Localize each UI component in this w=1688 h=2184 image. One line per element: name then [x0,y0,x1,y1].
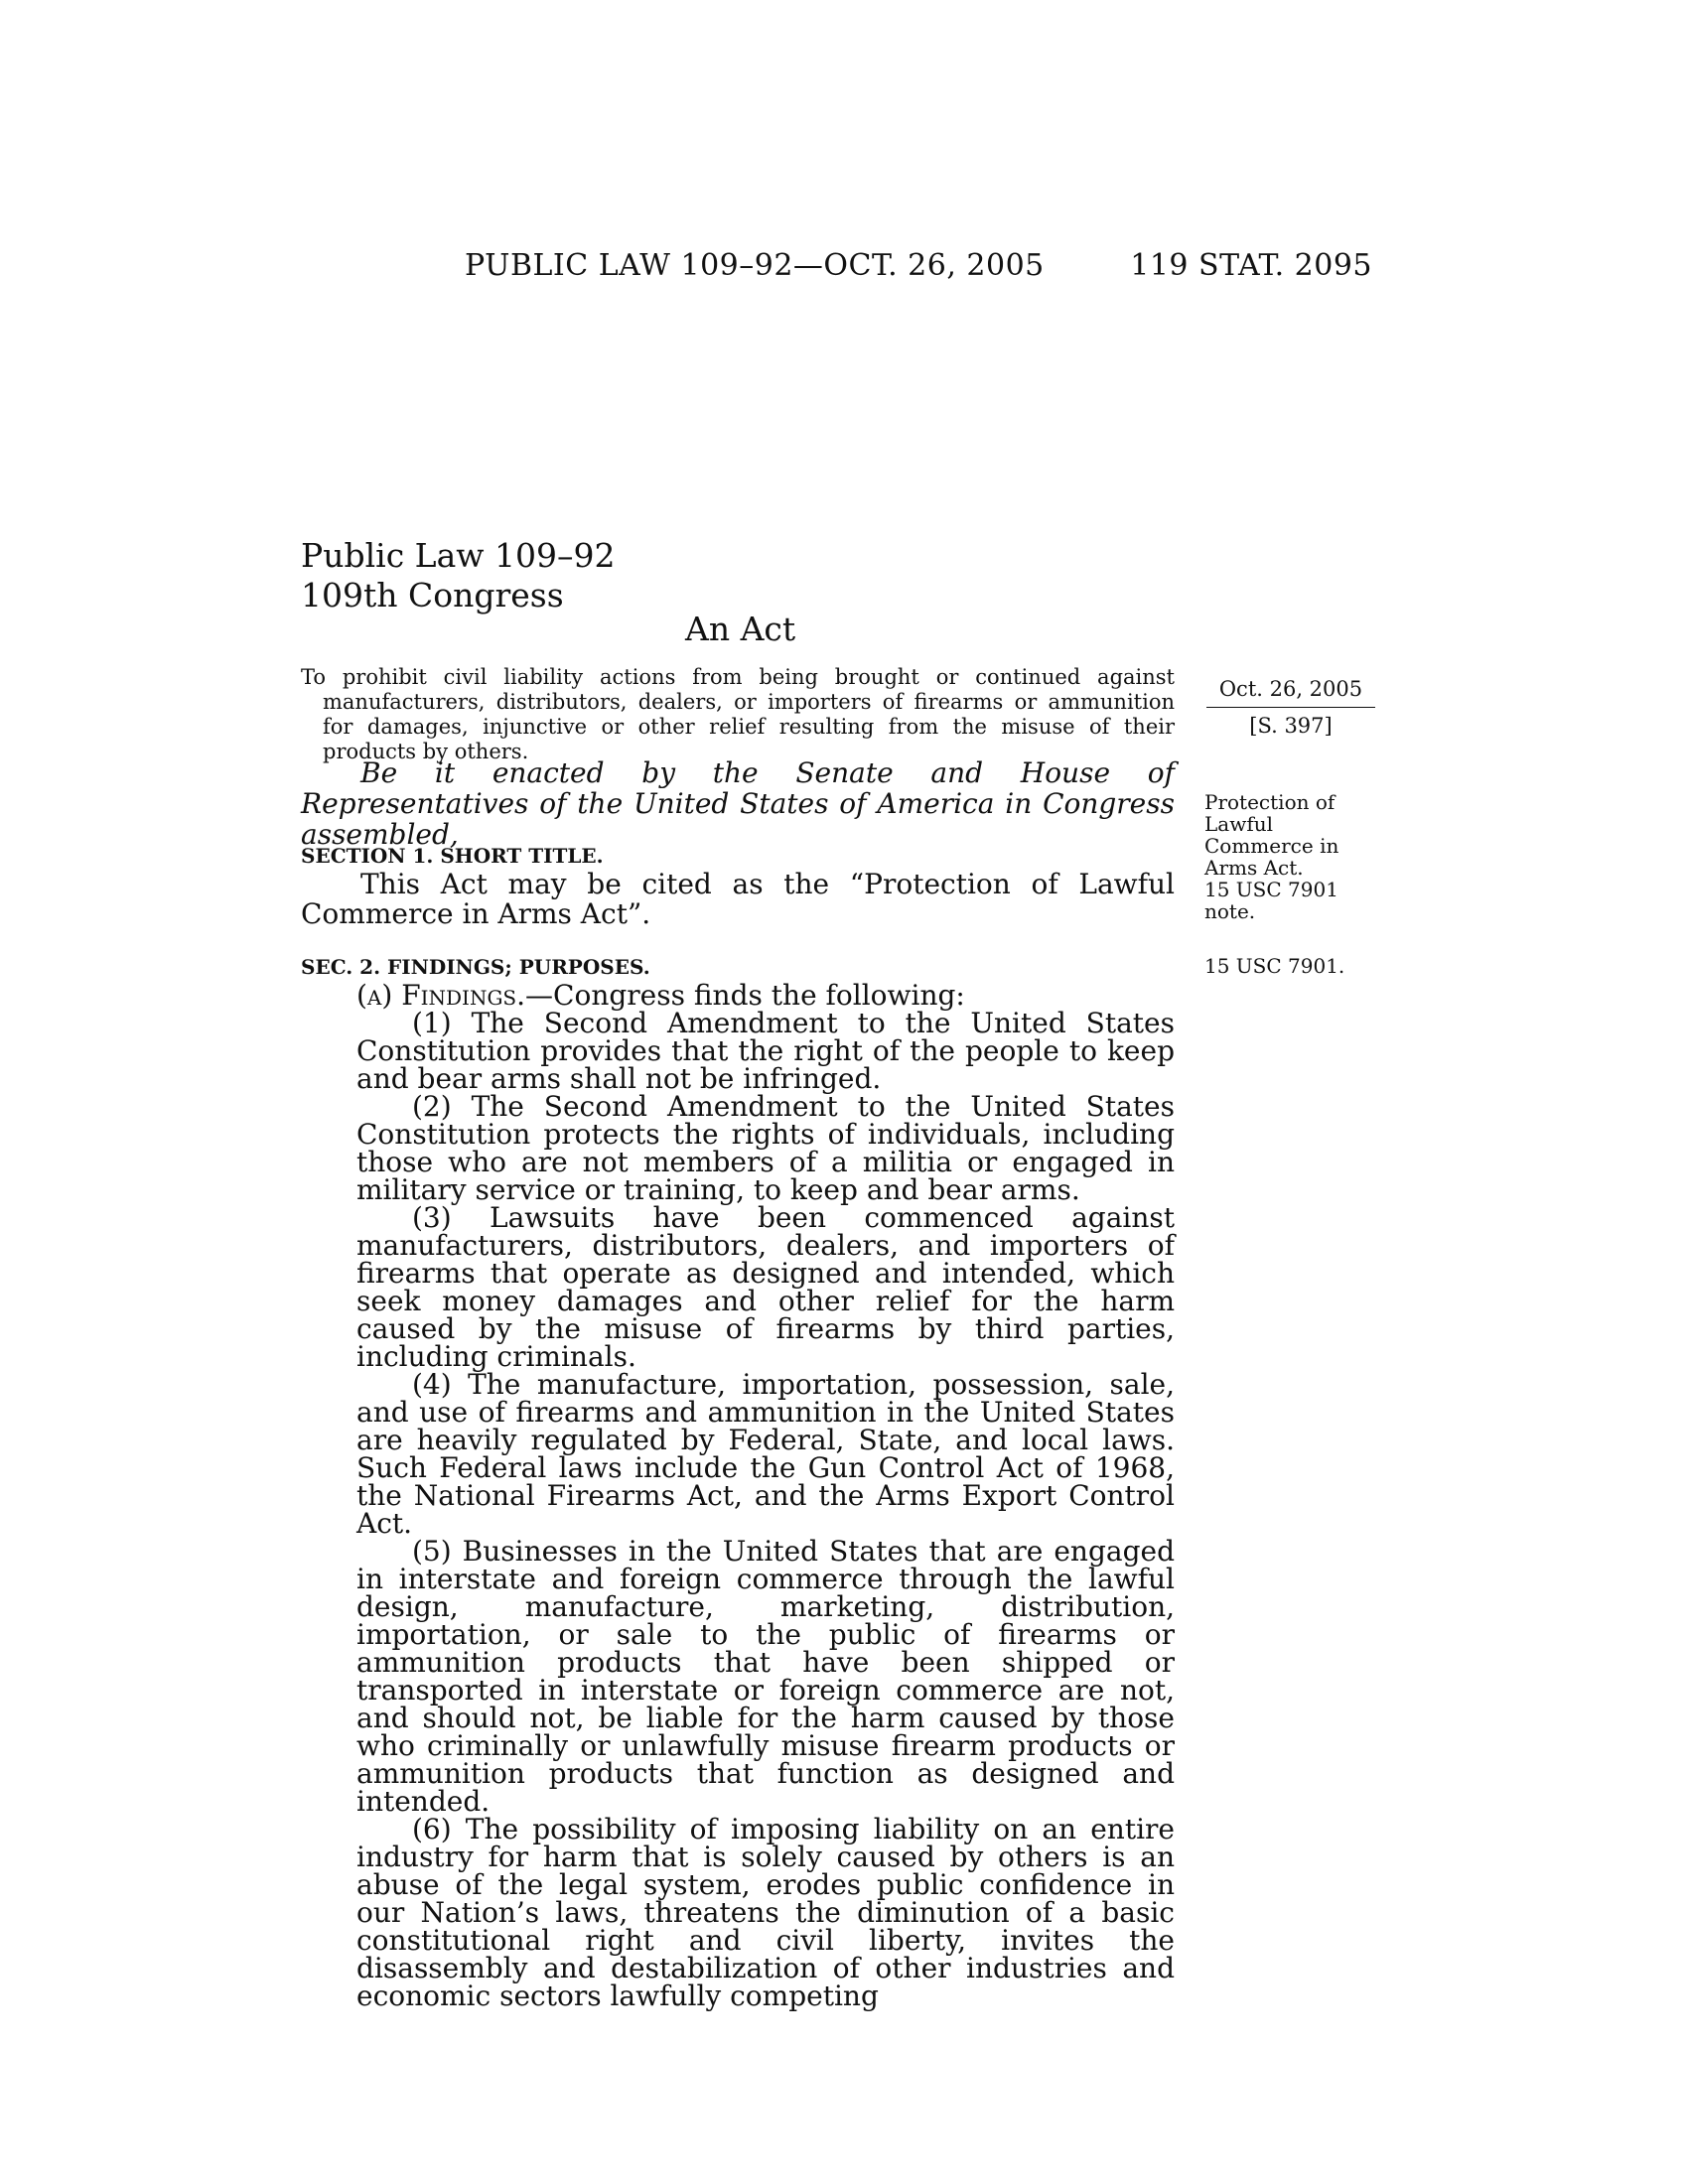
congress-number: 109th Congress [301,576,564,614]
section-2-heading: SEC. 2. FINDINGS; PURPOSES. [301,955,650,979]
long-title-text: To prohibit civil liability actions from being brought or continued against manufacturers, distributors, dealers, or importers of firearms or ammunition for damages, injunctive or other relief resulting from the misuse of their products by others. [301,665,1175,763]
margin-note-usc: 15 USC 7901 [1204,878,1338,901]
stat-page-number: 119 STAT. 2095 [1130,248,1372,283]
finding-2: (2) The Second Amendment to the United States Constitution protects the rights of individuals, including those who are not members of a militia or engaged in military service or training, to keep and bear arms. [356,1090,1175,1206]
margin-note-line: Lawful [1204,812,1274,836]
finding-1: (1) The Second Amendment to the United States Constitution provides that the right of the people to keep and bear arms shall not be infringed. [356,1007,1175,1095]
running-title: PUBLIC LAW 109–92—OCT. 26, 2005 [465,248,1045,283]
margin-note-line: Protection of [1204,790,1336,814]
an-act-heading: An Act [685,610,796,648]
law-heading [301,536,615,615]
bill-number: [S. 397] [1249,714,1333,738]
subsection-a [301,979,1175,1012]
margin-note-line: Arms Act. [1204,856,1304,880]
finding-4: (4) The manufacture, importation, possession, sale, and use of firearms and ammunition in the United States are heavily regulated by Federal, State, and local laws. Such Federal laws include the Gun Control Act of 1968, the National Firearms Act, and the Arms Export Control Act. [356,1368,1175,1540]
public-law-number: Public Law 109–92 [301,536,616,575]
long-title [301,665,1175,764]
margin-note-line: Commerce in [1204,834,1339,858]
margin-note-usc-note: note. [1204,899,1256,923]
finding-3: (3) Lawsuits have been commenced against manufacturers, distributors, dealers, and importers of firearms that operate as designed and intended, which seek money damages and other relief for the harm caused by the misuse of firearms by third parties, including criminals. [356,1201,1175,1373]
enacting-clause: Be it enacted by the Senate and House of Representatives of the United States of America in Congress assembled, [301,756,1175,851]
subsection-a-intro: —Congress finds the following: [525,979,965,1012]
findings-body [301,979,1175,2012]
section-1-text: This Act may be cited as the “Protection of Lawful Commerce in Arms Act”. [301,868,1175,930]
margin-note-usc-section-2: 15 USC 7901. [1204,954,1345,978]
finding-6: (6) The possibility of imposing liability on an entire industry for harm that is solely caused by others is an abuse of the legal system, erodes public confidence in our Nation’s laws, threatens the diminution of a basic constitutional right and civil liberty, invites the disassembly and destabilization of other industries and economic sectors lawfully competing [356,1813,1175,2012]
enactment-date: Oct. 26, 2005 [1206,677,1375,708]
margin-note-short-title [1204,791,1393,922]
finding-5: (5) Businesses in the United States that are engaged in interstate and foreign commerce through the lawful design, manufacture, marketing, distribution, importation, or sale to the public of firearms or ammunition products that have been shipped or transported in interstate or foreign commerce are not, and should not, be liable for the harm caused by those who criminally or unlawfully misuse firearm products or ammunition products that function as designed and intended. [356,1535,1175,1818]
subsection-a-label: (a) Findings. [356,979,526,1012]
margin-date-block [1206,677,1375,738]
section-1-heading: SECTION 1. SHORT TITLE. [301,844,604,868]
